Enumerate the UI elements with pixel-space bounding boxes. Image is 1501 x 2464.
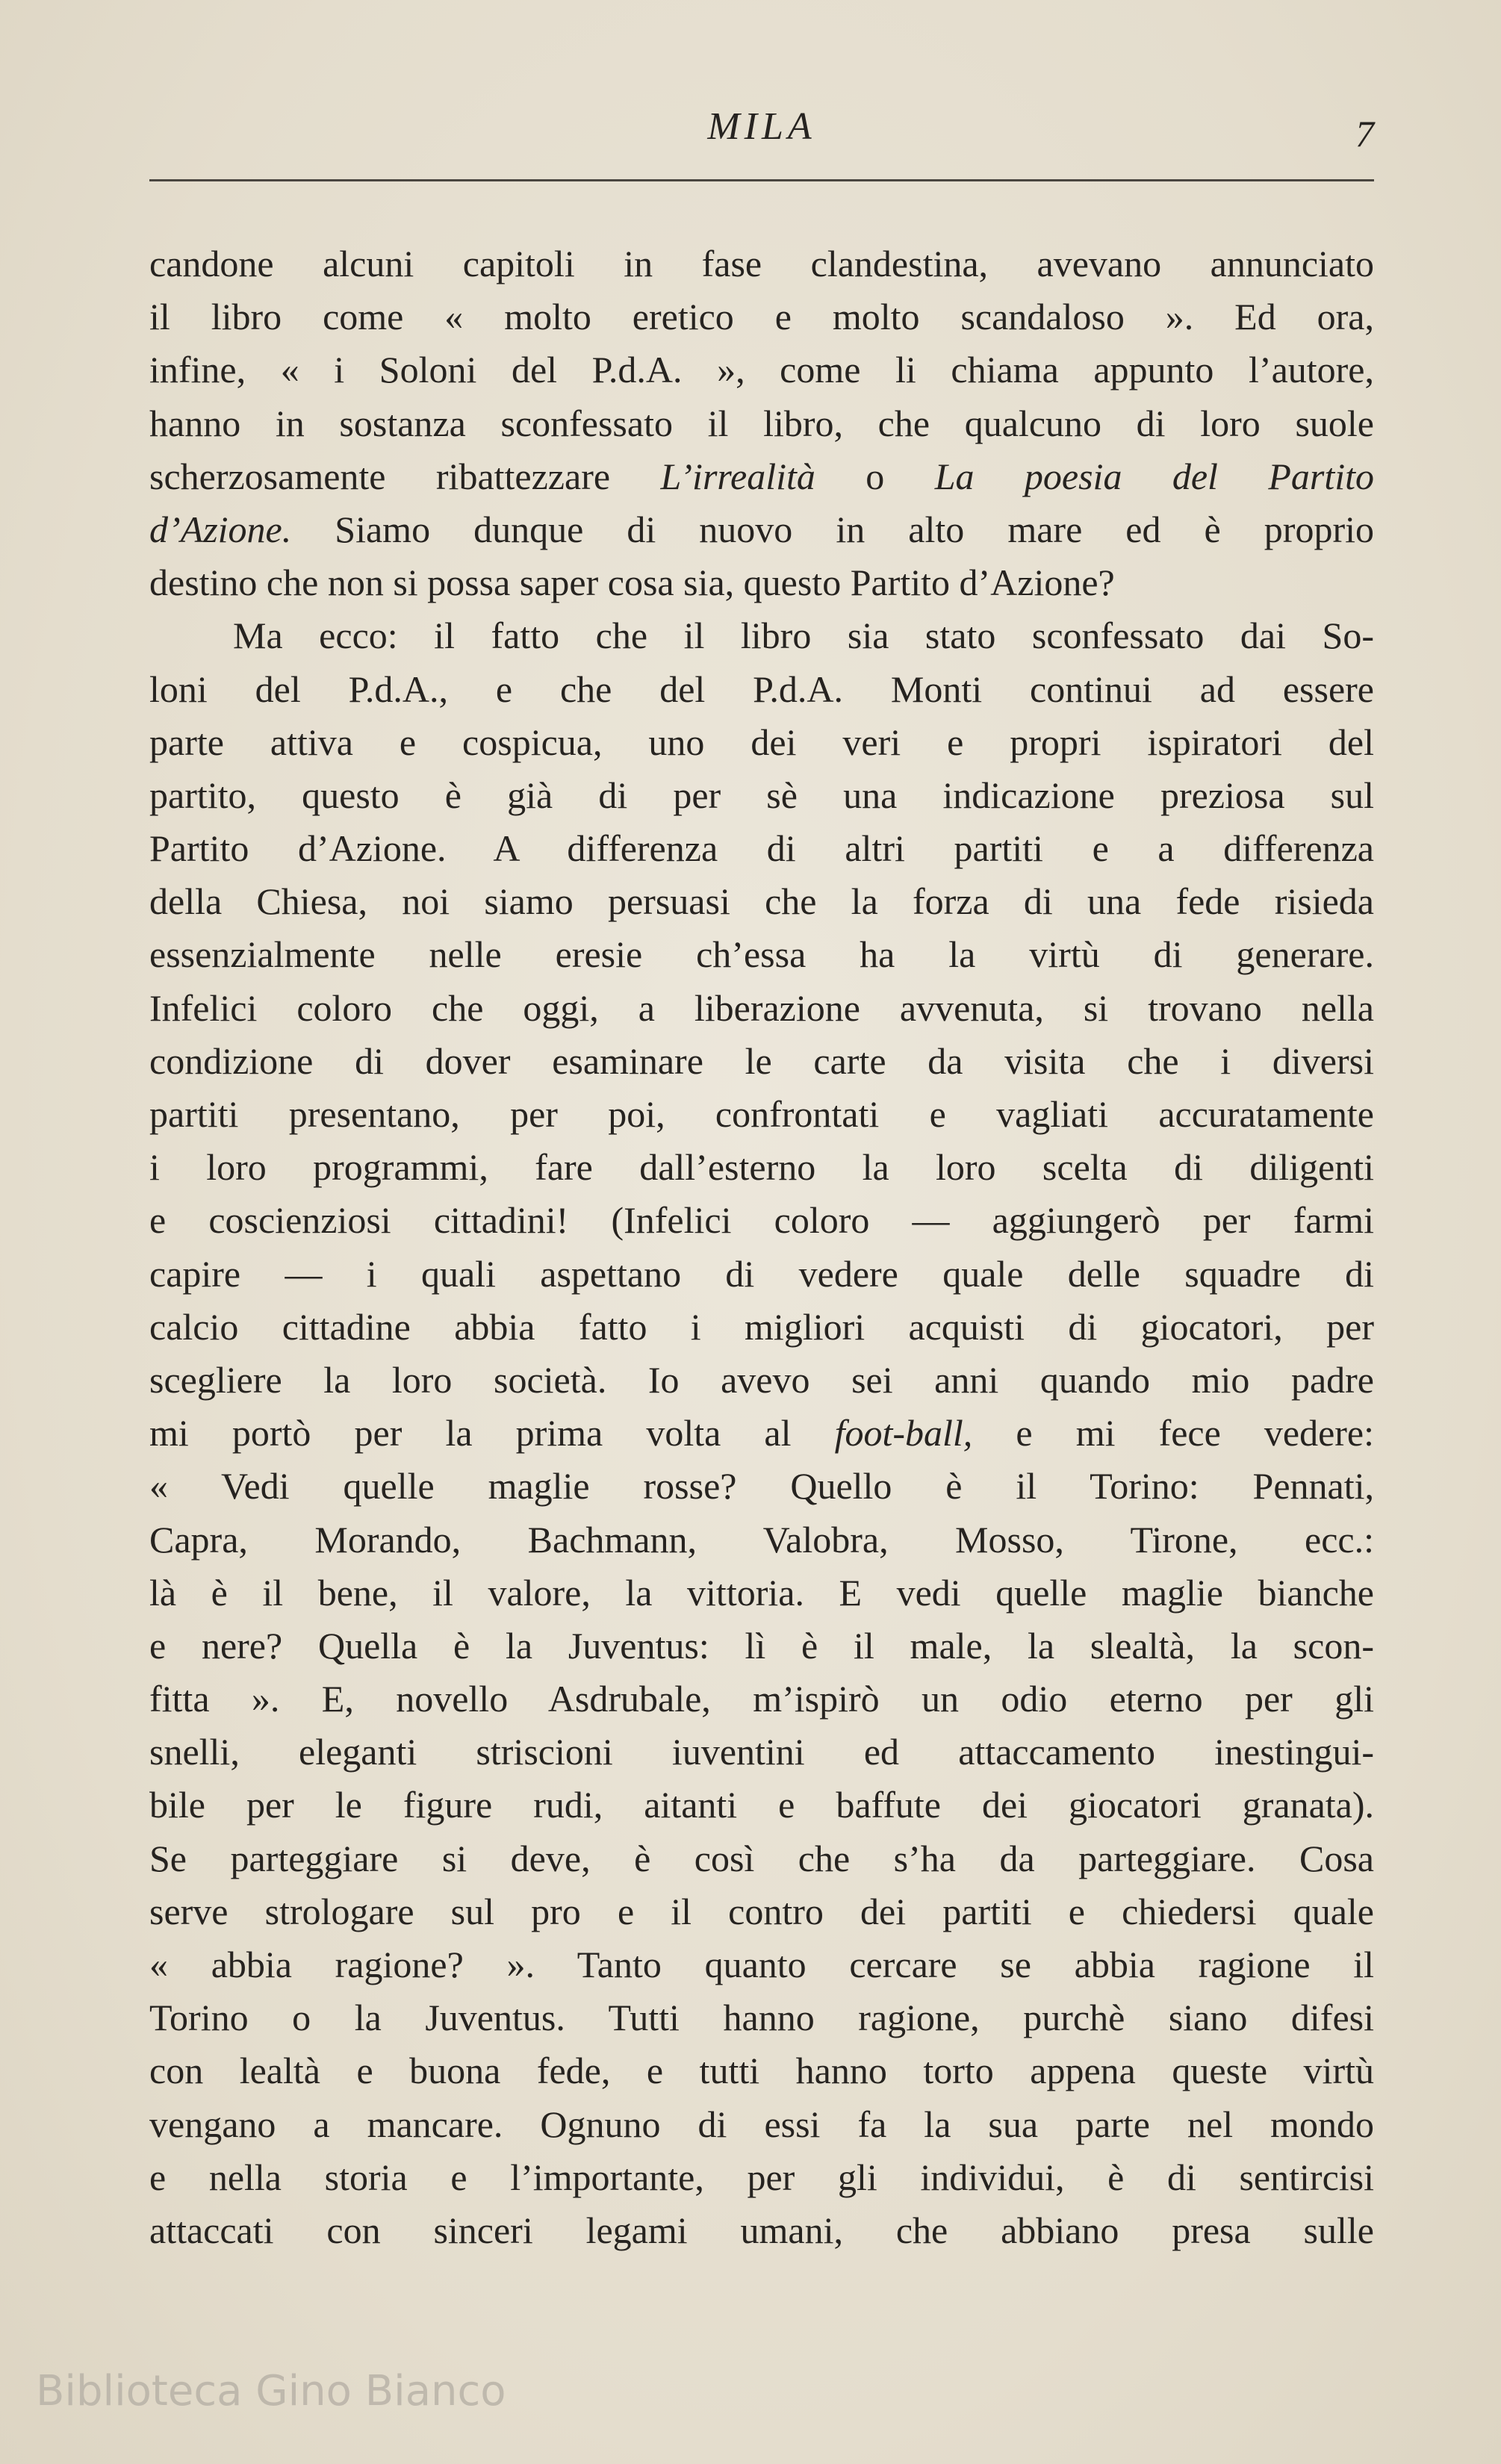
text-line: bile per le figure rudi, aitanti e baffute dei giocatori granata). [149,1784,1374,1826]
text-line: « abbia ragione? ». Tanto quanto cercare se abbia ragione il [149,1944,1374,1985]
text-line: con lealtà e buona fede, e tutti hanno torto appena queste virtù [149,2050,1374,2092]
page-header [149,97,1374,181]
text-line: e coscienziosi cittadini! (Infelici coloro — aggiungerò per farmi [149,1199,1374,1242]
text-line: e nella storia e l’importante, per gli individui, è di sentircisi [149,2156,1374,2198]
text-line: Ma ecco: il fatto che il libro sia stato sconfessato dai So- [233,615,1374,657]
text-line: « Vedi quelle maglie rosse? Quello è il Torino: Pennati, [149,1465,1374,1508]
text-line: il libro come « molto eretico e molto scandaloso ». Ed ora, [149,296,1374,338]
text-line: snelli, eleganti striscioni iuventini ed attaccamento inestingui- [149,1731,1374,1773]
page-number: 7 [1355,113,1374,155]
text-line: scherzosamente ribattezzare L’irrealità o La poesia del Partito [149,455,1374,497]
library-watermark: Biblioteca Gino Bianco [36,2367,506,2415]
text-line: Torino o la Juventus. Tutti hanno ragione, purchè siano difesi [149,1997,1374,2039]
text-line: Capra, Morando, Bachmann, Valobra, Mosso, Tirone, ecc.: [149,1518,1374,1561]
text-line: e nere? Quella è la Juventus: lì è il male, la slealtà, la scon- [149,1624,1374,1667]
text-line: partiti presentano, per poi, confrontati e vagliati accuratamente [149,1093,1374,1135]
text-line: loni del P.d.A., e che del P.d.A. Monti continui ad essere [149,668,1374,710]
text-line: della Chiesa, noi siamo persuasi che la forza di una fede risieda [149,880,1374,923]
text-line: hanno in sostanza sconfessato il libro, che qualcuno di loro suole [149,402,1374,444]
text-line: Se parteggiare si deve, è così che s’ha da parteggiare. Cosa [149,1837,1374,1879]
text-line: condizione di dover esaminare le carte da visita che i diversi [149,1039,1374,1082]
text-line: d’Azione. Siamo dunque di nuovo in alto mare ed è proprio [149,508,1374,550]
text-line: destino che non si possa saper cosa sia, questo Partito d’Azione? [149,561,1115,604]
text-line: fitta ». E, novello Asdrubale, m’ispirò un odio eterno per gli [149,1678,1374,1720]
text-line: serve strologare sul pro e il contro dei partiti e chiedersi quale [149,1890,1374,1932]
text-line: parte attiva e cospicua, uno dei veri e propri ispiratori del [149,721,1374,763]
text-line: scegliere la loro società. Io avevo sei anni quando mio padre [149,1358,1374,1401]
text-line: calcio cittadine abbia fatto i migliori acquisti di giocatori, per [149,1305,1374,1348]
text-line: i loro programmi, fare dall’esterno la loro scelta di diligenti [149,1146,1374,1189]
text-line: Partito d’Azione. A differenza di altri partiti e a differenza [149,827,1374,870]
text-line: infine, « i Soloni del P.d.A. », come li chiama appunto l’autore, [149,349,1374,391]
text-line: partito, questo è già di per sè una indicazione preziosa sul [149,774,1374,816]
text-line: candone alcuni capitoli in fase clandestina, avevano annunciato [149,243,1374,284]
running-title: MILA [707,105,816,148]
text-line: là è il bene, il valore, la vittoria. E vedi quelle maglie bianche [149,1571,1374,1614]
text-line: mi portò per la prima volta al foot-ball, e mi fece vedere: [149,1412,1374,1455]
text-line: Infelici coloro che oggi, a liberazione avvenuta, si trovano nella [149,986,1374,1029]
text-line: capire — i quali aspettano di vedere quale delle squadre di [149,1252,1374,1295]
text-line: attaccati con sinceri legami umani, che abbiano presa sulle [149,2209,1374,2251]
text-line: vengano a mancare. Ognuno di essi fa la sua parte nel mondo [149,2103,1374,2145]
text-line: essenzialmente nelle eresie ch’essa ha la virtù di generare. [149,933,1374,976]
body-text [149,237,1374,2257]
